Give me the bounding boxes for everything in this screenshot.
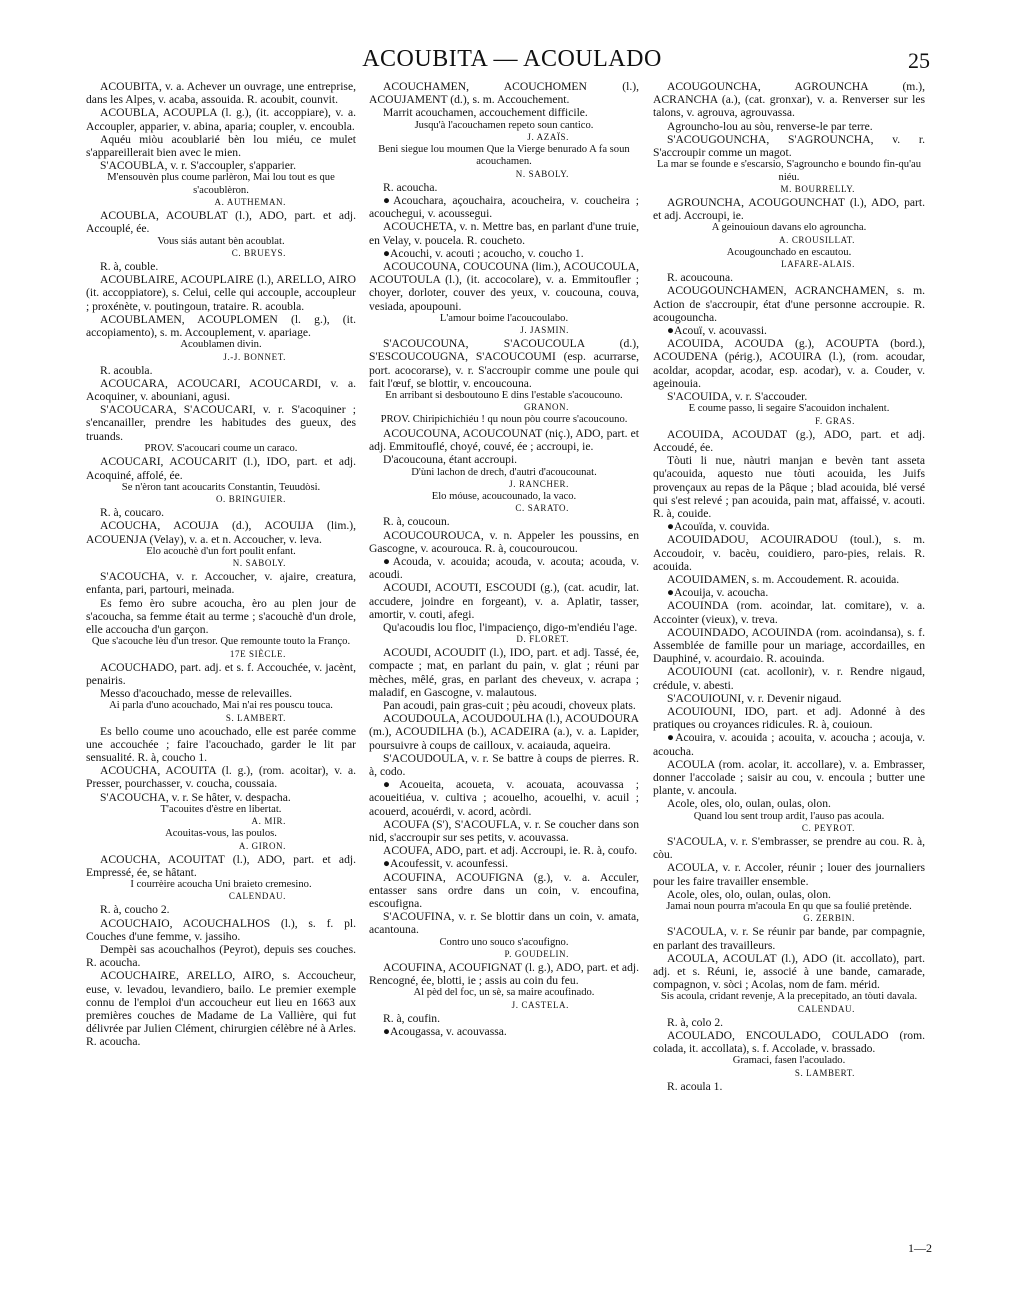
citation-verse: Sis acoula, cridant revenje, A la precepitado, an tòuti davala. <box>660 991 918 1003</box>
citation-author: C. PEYROT. <box>801 822 855 833</box>
entry-paragraph: ACOUCHA, ACOUJA (d.), ACOUIJA (lim.), ACOUENJA (Velay), v. a. et n. Accoucher, v. leva. <box>86 519 356 546</box>
entry-paragraph: ACOUBLAMEN, ACOUPLOMEN (l. g.), (it. accopiamento), s. m. Accouplement, v. apariage. <box>86 312 356 340</box>
entry-paragraph: R. à, colo 2. <box>667 1015 724 1029</box>
citation-author: 17E SIÈCLE. <box>229 648 286 659</box>
citation-verse: T'acouites d'èstre en libertat. <box>160 803 282 815</box>
citation-author: D. FLORET. <box>516 634 569 645</box>
entry-paragraph: ACOUCHA, ACOUITA (l. g.), (rom. acoitar), v. a. Presser, pourchasser, v. coucha, coussaia. <box>86 764 356 791</box>
running-title: ACOUBITA — ACOULADO <box>362 46 662 72</box>
entry-paragraph: ACOUCHAIO, ACOUCHALHOS (l.), s. f. pl. Couches d'une femme, v. jassiho. <box>86 916 356 943</box>
entry-paragraph: ●Acouira, v. acouida ; acouita, v. acoucha ; acouja, v. acoucha. <box>653 731 925 758</box>
citation-author: P. GOUDELIN. <box>504 949 569 960</box>
entry-paragraph: S'ACOULA, v. r. S'embrasser, se prendre au cou. R. à, còu. <box>653 834 925 862</box>
citation-verse: PROV. S'acoucari coume un caraco. <box>144 442 298 454</box>
entry-paragraph: Messo d'acouchado, messe de relevailles. <box>100 686 293 700</box>
citation-verse: Acoublamen divin. <box>180 339 262 351</box>
citation-author: A. CROUSILLAT. <box>779 234 855 245</box>
citation-author: N. SABOLY. <box>515 168 569 179</box>
entry-paragraph: ACOUBLAIRE, ACOUPLAIRE (l.), ARELLO, AIRO (it. accoppiatore), s. Celui, celle qui accouple, accoupleur ; proxénète, v. poutingoun, trataire. R. acoubla. <box>86 273 356 313</box>
citation-verse: Acougounchado en escautou. <box>726 246 852 258</box>
citation-verse: Jamai noun pourra m'acoula En qu que sa foulié pretènde. <box>666 901 912 912</box>
entry-paragraph: S'ACOUFINA, v. r. Se blottir dans un coin, v. amata, acantouna. <box>369 910 639 937</box>
citation-verse: Contro uno souco s'acoufigno. <box>439 936 569 948</box>
citation-verse: Que s'acouche lèu d'un tresor. Que remounte touto la Franço. <box>91 636 351 648</box>
citation-author: J. AZAÏS. <box>527 132 569 143</box>
entry-paragraph: R. à, coucaro. <box>100 506 165 520</box>
entry-paragraph: ●Acouchi, v. acouti ; acoucho, v. coucho 1. <box>383 246 584 260</box>
citation-author: GRANON. <box>524 402 569 413</box>
entry-paragraph: Qu'acoudis lou floc, l'impacienço, digo-m'endiéu l'age. <box>383 620 638 634</box>
citation-verse: I courrèire acoucha Uni braieto cremesino. <box>130 879 312 890</box>
citation-author: S. LAMBERT. <box>794 1067 855 1078</box>
entry-paragraph: ●Acouï, v. acouvassi. <box>667 324 767 338</box>
entry-paragraph: ●Acouda, v. acouida; acouda, v. acouta; acouda, v. acoudi. <box>369 554 639 582</box>
citation-author: CALENDAU. <box>797 1003 855 1014</box>
entry-paragraph: R. acoula 1. <box>667 1079 723 1093</box>
entry-paragraph: ●Acoufessit, v. acounfessi. <box>383 857 509 871</box>
entry-paragraph: ACOUINDADO, ACOUINDA (rom. acoindansa), s. f. Assemblée de famille pour un mariage, accordailles, en Dauphiné, v. acourdaio. R. acouinda. <box>653 625 925 666</box>
printer-signature: 1—2 <box>908 1241 932 1255</box>
entry-paragraph: ACOUDI, ACOUDIT (l.), IDO, part. et adj. Tassé, ée, compacte ; mat, en parlant du pain, v. glat ; réuni par mèches, mêlé, gras, en parlant des cheveux, v. acrapa ; maladif, en Gascogne, v. malautous. <box>369 646 639 699</box>
entry-paragraph: ACOUCHA, ACOUITAT (l.), ADO, part. et adj. Empressé, ée, se hâtant. <box>86 852 356 879</box>
citation-verse: Al pèd del foc, un sè, sa maire acoufinado. <box>413 987 595 999</box>
entry-paragraph: S'ACOUIOUNI, v. r. Devenir nigaud. <box>667 691 842 705</box>
entry-paragraph: ACOUIOUNI (cat. acollonir), v. r. Rendre nigaud, crédule, v. abesti. <box>653 665 925 692</box>
page-number: 25 <box>908 48 930 73</box>
citation-author: J. CASTELA. <box>511 999 569 1010</box>
entry-paragraph: ACOUFINA, ACOUFIGNA (g.), v. a. Acculer, entasser sans ordre dans un coin, v. encoufina, escoufigna. <box>369 870 639 910</box>
entry-paragraph: ACOULA (rom. acolar, it. accollare), v. a. Embrasser, donner l'accolade ; saisir au cou, v. encoula ; butter une plante, v. ancoula. <box>653 757 925 798</box>
citation-author: A. GIRON. <box>238 840 286 851</box>
entry-paragraph: ●Acougassa, v. acouvassa. <box>383 1025 507 1039</box>
entry-paragraph: S'ACOUIDA, v. r. S'accouder. <box>667 390 808 404</box>
entry-paragraph: Marrit acouchamen, accouchement difficile. <box>383 106 588 120</box>
entry-paragraph: ACOUCARA, ACOUCARI, ACOUCARDI, v. a. Acoquiner, v. abouniani, agusi. <box>86 376 356 404</box>
entry-paragraph: ACOUCHAMEN, ACOUCHOMEN (l.), ACOUJAMENT (d.), s. m. Accouchement. <box>369 80 639 107</box>
entry-paragraph: R. acoucha. <box>383 180 438 194</box>
citation-verse: En arribant si desboutouno E dins l'estable s'acoucouno. <box>385 390 623 402</box>
entry-paragraph: ACOUGOUNCHAMEN, ACRANCHAMEN, s. m. Action de s'accroupir, état d'une personne accroupie. R. acougouncha. <box>653 284 925 324</box>
citation-author: CALENDAU. <box>228 891 286 902</box>
entry-paragraph: AGROUNCHA, ACOUGOUNCHAT (l.), ADO, part. et adj. Accroupi, ie. <box>653 196 925 223</box>
entry-paragraph: ACOUBLA, ACOUBLAT (l.), ADO, part. et adj. Accouplé, ée. <box>86 209 356 236</box>
entry-paragraph: Dempèi sas acouchalhos (Peyrot), depuis ses couches. R. acoucha. <box>86 943 356 970</box>
entry-paragraph: ACOUFINA, ACOUFIGNAT (l. g.), ADO, part. et adj. Rencogné, ée, blotti, ie ; assis au coin du feu. <box>369 961 639 988</box>
citation-verse: Acouitas-vous, las poulos. <box>165 828 277 840</box>
entry-paragraph: S'ACOUDOULA, v. r. Se battre à coups de pierres. R. à, codo. <box>369 751 639 778</box>
entry-paragraph: R. à, coucho 2. <box>100 903 170 917</box>
citation-verse: Beni siegue lou moumen Que la Vierge benurado A fa soun acouchamen. <box>378 144 630 168</box>
citation-verse: Gramaci, fasen l'acoulado. <box>732 1055 846 1067</box>
entry-paragraph: Es bello coume uno acouchado, elle est parée comme une accouchée ; faire l'acouchado, garder le lit par sensualité. R. à, coucho 1. <box>86 724 356 764</box>
entry-paragraph: Agrouncho-lou au sòu, renverse-le par terre. <box>667 119 873 133</box>
citation-verse: M'ensouvèn plus coume parlèron, Mai lou tout es que s'acoublèron. <box>107 172 335 196</box>
entry-paragraph: ACOUIDA, ACOUDA (g.), ACOUPTA (bord.), ACOUDENA (périg.), ACOUIRA (l.), (rom. acoudar, acoldar, acopdar, acodar, esp. acodar), v. a. Couder, v. ageinouia. <box>653 337 925 390</box>
entry-paragraph: R. acoucouna. <box>667 271 733 285</box>
citation-verse: Ai parla d'uno acouchado, Mai n'ai res pouscu touca. <box>109 700 333 712</box>
entry-paragraph: ACOUINDA (rom. acoindar, lat. comitare), v. a. Accointer (vieux), v. treva. <box>653 599 925 626</box>
entry-paragraph: ACOUIOUNI, IDO, part. et adj. Adonné à des pratiques ou croyances ridicules. R. à, couioun. <box>653 704 925 732</box>
citation-author: J.-J. BONNET. <box>223 351 286 362</box>
entry-paragraph: ACOUBITA, v. a. Achever un ouvrage, une entreprise, dans les Alpes, v. acaba, assouida. R. acoubit, counvit. <box>86 80 356 107</box>
entry-paragraph: ACOUIDADOU, ACOUIRADOU (toul.), s. m. Accoudoir, v. bacèu, couidiero, paro-pies, relais. R. acouida. <box>653 533 925 573</box>
citation-verse: D'ùni lachon de drech, d'autri d'acoucounat. <box>411 466 597 478</box>
entry-paragraph: ACOUCOUNA, COUCOUNA (lim.), ACOUCOULA, ACOUTOULA (l.), (it. accocolare), v. a. Emmitoufler ; choyer, dorloter, couver des yeux, v. coucouna, couva, vesiada, apoupouni. <box>369 260 639 313</box>
entry-paragraph: ACOUDI, ACOUTI, ESCOUDI (g.), (cat. acudir, lat. accudere, joindre en forgeant), v. a. Aplatir, tasser, amortir, v. couti, afegi. <box>369 581 639 621</box>
entry-paragraph: S'ACOUCHA, v. r. Se hâter, v. despacha. <box>100 790 291 804</box>
entry-paragraph: Acole, oles, olo, oulan, oulas, olon. <box>667 797 831 811</box>
entry-paragraph: ACOUCARI, ACOUCARIT (l.), IDO, part. et adj. Acoquiné, affolé, ée. <box>86 455 356 482</box>
column-left <box>86 80 356 1049</box>
citation-verse: E coume passo, li segaire S'acouidon inchalent. <box>688 403 890 415</box>
entry-paragraph: R. à, couble. <box>100 260 159 274</box>
entry-paragraph: ACOULA, ACOULAT (l.), ADO (it. accollato), part. adj. et s. Réuni, ie, associé à une bande, camarade, compagnon, v. sòci ; Acolas, nom de fam. mérid. <box>653 951 925 992</box>
citation-author: J. RANCHER. <box>509 478 569 489</box>
citation-author: O. BRINGUIER. <box>215 494 286 505</box>
citation-verse: Quand lou sent troup ardit, l'auso pas acoula. <box>693 810 885 822</box>
entry-paragraph: ACOUIDA, ACOUDAT (g.), ADO, part. et adj. Accoudé, ée. <box>653 427 925 454</box>
entry-paragraph: ACOUBLA, ACOUPLA (l. g.), (it. accoppiare), v. a. Accoupler, apparier, v. abina, aparia; coupler, v. encoubla. <box>86 106 356 133</box>
entry-paragraph: ACOULADO, ENCOULADO, COULADO (rom. colada, it. accollata), s. f. Accolade, v. brassado. <box>653 1029 925 1056</box>
entry-paragraph: R. à, coucoun. <box>383 515 450 529</box>
citation-verse: PROV. Chiripichichiéu ! qu noun pòu courre s'acoucouno. <box>380 414 628 426</box>
citation-author: J. JASMIN. <box>520 325 569 336</box>
column-middle <box>369 80 639 1038</box>
entry-paragraph: ACOUGOUNCHA, AGROUNCHA (m.), ACRANCHA (a.), (cat. gronxar), v. a. Renverser sur les talons, v. agrouva, agrouvassa. <box>653 80 925 120</box>
citation-author: A. MIR. <box>251 816 286 827</box>
entry-paragraph: Es femo èro subre acoucha, èro au plen jour de s'acoucha, sa femme était au terme ; s'acouchè d'un drole, elle accoucha d'un garçon. <box>86 596 356 636</box>
citation-verse: Elo acouchè d'un fort poulit enfant. <box>146 545 296 557</box>
entry-paragraph: S'ACOUBLA, v. r. S'accoupler, s'apparier. <box>100 159 296 173</box>
entry-paragraph: ACOUFA (S'), S'ACOUFLA, v. r. Se coucher dans son nid, s'accroupir sur ses petits, v. acouvassa. <box>369 817 639 844</box>
entry-paragraph: D'acoucouna, étant accroupi. <box>383 453 518 467</box>
citation-author: F. GRAS. <box>815 415 855 426</box>
entry-paragraph: Pan acoudi, pain gras-cuit ; pèu acoudi, choveux plats. <box>383 698 636 712</box>
citation-verse: Vous siás autant bèn acoublat. <box>157 235 285 247</box>
citation-author: LAFARE-ALAIS. <box>781 259 855 270</box>
citation-author: N. SABOLY. <box>232 558 286 569</box>
entry-paragraph: R. à, coufin. <box>383 1011 440 1025</box>
citation-author: M. BOURRELLY. <box>780 184 855 195</box>
running-head <box>0 46 1024 78</box>
entry-paragraph: ACOULA, v. r. Accoler, réunir ; louer des journaliers pour les faire travailler ensemble. <box>653 861 925 888</box>
entry-paragraph: Acole, oles, olo, oulan, oulas, olon. <box>667 887 831 901</box>
entry-paragraph: S'ACOUCARA, S'ACOUCARI, v. r. S'acoquiner ; s'encanailler, prendre les habitudes des gueux, des truands. <box>86 403 356 443</box>
entry-paragraph: Aquéu miòu acoublarié bèn lou miéu, ce mulet s'appareillerait bien avec le mien. <box>86 132 356 160</box>
entry-paragraph: S'ACOULA, v. r. Se réunir par bande, par compagnie, en parlant des travailleurs. <box>653 925 925 952</box>
citation-verse: Jusqu'à l'acouchamen repeto soun cantico. <box>414 119 594 131</box>
entry-paragraph: R. acoubla. <box>100 363 153 377</box>
citation-verse: A geinouioun davans elo agrouncha. <box>711 222 867 234</box>
entry-paragraph: ACOUIDAMEN, s. m. Accoudement. R. acouida. <box>667 572 900 586</box>
citation-verse: La mar se founde e s'escarsio, S'agrouncho e boundo fin-qu'au niéu. <box>656 159 922 183</box>
citation-author: A. AUTHEMAN. <box>214 197 286 208</box>
entry-paragraph: ACOUCOUROUCA, v. n. Appeler les poussins, en Gascogne, v. acourouca. R. à, coucouroucou. <box>369 528 639 555</box>
entry-paragraph: ACOUCHAIRE, ARELLO, AIRO, s. Accoucheur, euse, v. levadou, levandiero, bailo. Le premier exemple connu de l'emploi d'un accoucheur eut lieu en 1663 aux premières couches de Madame de La Vallière, qui fut délivrée par Julien Clément, chirurgien célèbre né à Arles. R. acoucha. <box>86 969 356 1049</box>
entry-paragraph: S'ACOUCOUNA, S'ACOUCOULA (d.), S'ESCOUCOUGNA, S'ACOUCOUMI (esp. acurrarse, port. acocorarse), v. r. S'accroupir comme une poule qui fait l'œuf, se blottir, v. encoucouna. <box>369 337 639 390</box>
entry-paragraph: ●Acouija, v. acoucha. <box>667 586 769 600</box>
entry-paragraph: ACOUCHETA, v. n. Mettre bas, en parlant d'une truie, en Velay, v. poucela. R. coucheto. <box>369 220 639 247</box>
entry-paragraph: ACOUDOULA, ACOUDOULHA (l.), ACOUDOURA (m.), ACOUDILHA (b.), ACADEIRA (a.), v. a. Lapider, poursuivre à coups de cailloux, v. acaiauda, aqueira. <box>369 712 639 752</box>
citation-author: S. LAMBERT. <box>225 712 286 723</box>
entry-paragraph: ●Acouïda, v. couvida. <box>667 520 770 534</box>
entry-paragraph: ACOUCOUNA, ACOUCOUNAT (niç.), ADO, part. et adj. Emmitouflé, choyé, couvé, ée ; accroupi, ie. <box>369 426 639 454</box>
citation-author: C. BRUEYS. <box>231 248 286 259</box>
entry-paragraph: ACOUCHADO, part. adj. et s. f. Accouchée, v. jacènt, penairis. <box>86 660 356 687</box>
entry-paragraph: ●Acoueita, acoueta, v. acouata, acouvassa ; acoueitiéua, v. cultiva ; acouelho, acouelhi, v. acuil ; acouerd, acouérdi, v. acord, acòrdi. <box>369 778 639 818</box>
entry-paragraph: S'ACOUCHA, v. r. Accoucher, v. ajaire, creatura, enfanta, pari, partouri, meinada. <box>86 570 356 597</box>
citation-verse: Elo móuse, acoucounado, la vaco. <box>431 490 577 502</box>
entry-paragraph: S'ACOUGOUNCHA, S'AGROUNCHA, v. r. S'accroupir comme un magot. <box>653 132 925 160</box>
column-right <box>653 80 925 1093</box>
citation-verse: L'amour boime l'acoucoulabo. <box>439 312 569 324</box>
entry-paragraph: ●Acouchara, açouchaira, acoucheira, v. coucheira ; acouchegui, v. acoussegui. <box>369 194 639 221</box>
entry-paragraph: ACOUFA, ADO, part. et adj. Accroupi, ie. R. à, coufo. <box>383 844 638 858</box>
entry-paragraph: Tòuti li nue, nàutri manjan e bevèn tant asseta qu'acouida, aquesto nue tòuti acouida, les Juifs provençaux au repas de la Pâque ; blad acouida, blé versé qui s'est relevé ; pan acouida, pain mat, affaissé, v. acouti. R. à, couide. <box>653 454 925 520</box>
citation-author: G. ZERBIN. <box>803 913 855 924</box>
citation-verse: Se n'èron tant acoucarits Constantin, Teuudòsi. <box>121 481 321 493</box>
citation-author: C. SARATO. <box>515 503 569 514</box>
